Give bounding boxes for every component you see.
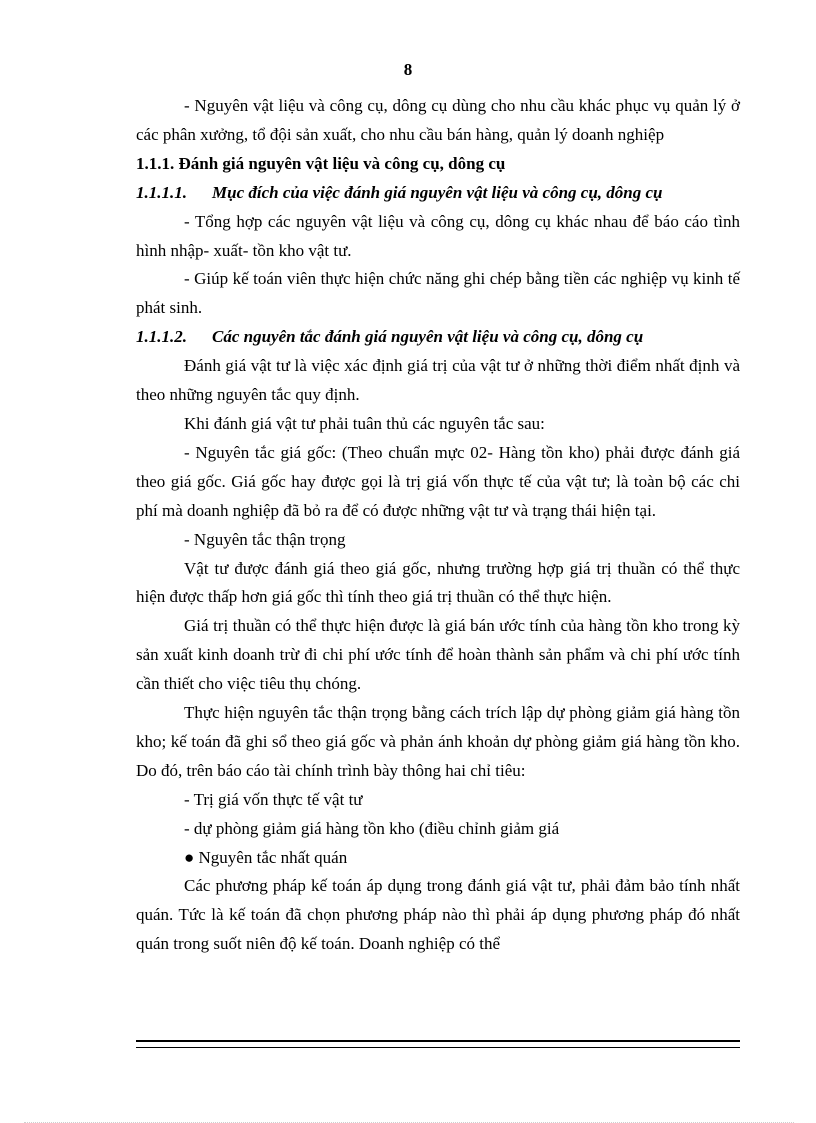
- paragraph-historical-cost: - Nguyên tắc giá gốc: (Theo chuẩn mực 02- Hàng tồn kho) phải được đánh giá theo giá gốc. Giá gốc hay được gọi là trị giá vốn thực tế của vật tư; là toàn bộ các chi phí mà doanh nghiệp đã bỏ ra để có được những vật tư và trạng thái hiện tại.: [136, 442, 740, 520]
- paragraph-net-realizable: Vật tư được đánh giá theo giá gốc, nhưng trường hợp giá trị thuần có thể thực hiện được thấp hơn giá gốc thì tính theo giá trị thuần có thể thực hiện.: [136, 558, 740, 607]
- paragraph-net-realizable-definition: Giá trị thuần có thể thực hiện được là giá bán ước tính của hàng tồn kho trong kỳ sản xuất kinh doanh trừ đi chi phí ước tính để hoàn thành sản phẩm và chi phí ước tính cần thiết cho việc tiêu thụ chóng.: [136, 616, 740, 694]
- footer-double-rule: [136, 1040, 740, 1048]
- paragraph-prudence-title: - Nguyên tắc thận trọng: [184, 529, 346, 549]
- heading-text: Các nguyên tắc đánh giá nguyên vật liệu và công cụ, dông cụ: [212, 327, 644, 347]
- heading-text: Mục đích của việc đánh giá nguyên vật liệu và công cụ, dông cụ: [212, 182, 663, 202]
- paragraph-consistency: Các phương pháp kế toán áp dụng trong đánh giá vật tư, phải đảm bảo tính nhất quán. Tức là kế toán đã chọn phương pháp nào thì phải áp dụng phương pháp đó nhất quán trong suốt niên độ kế toán. Doanh nghiệp có thể: [136, 876, 740, 954]
- paragraph-other-needs: - Nguyên vật liệu và công cụ, dông cụ dùng cho nhu cầu khác phục vụ quản lý ở các phân xưởng, tổ đội sản xuất, cho nhu cầu bán hàng, quản lý doanh nghiệp: [136, 96, 740, 144]
- page-number: 8: [403, 60, 413, 79]
- paragraph-accountant: - Giúp kế toán viên thực hiện chức năng ghi chép bằng tiền các nghiệp vụ kinh tế phát sinh.: [136, 269, 740, 318]
- paragraph-principles-intro: Khi đánh giá vật tư phải tuân thủ các nguyên tắc sau:: [184, 413, 545, 433]
- bullet-consistency: ● Nguyên tắc nhất quán: [184, 847, 348, 867]
- heading-1-1-1: 1.1.1. Đánh giá nguyên vật liệu và công cụ, dông cụ: [136, 153, 506, 173]
- paragraph-valuation-definition: Đánh giá vật tư là việc xác định giá trị của vật tư ở những thời điểm nhất định và theo những nguyên tắc quy định.: [136, 356, 740, 405]
- document-body: [136, 92, 740, 959]
- heading-number: 1.1.1.2.: [136, 327, 187, 347]
- paragraph-provision: Thực hiện nguyên tắc thận trọng bằng cách trích lập dự phòng giảm giá hàng tồn kho; kế toán đã ghi sổ theo giá gốc và phản ánh khoản dự phòng giảm giá hàng tồn kho. Do đó, trên báo cáo tài chính trình bày thông hai chỉ tiêu:: [136, 703, 740, 780]
- heading-1-1-1-1: [136, 179, 740, 208]
- heading-number: 1.1.1.1.: [136, 182, 187, 202]
- paragraph-summary: - Tổng hợp các nguyên vật liệu và công cụ, dông cụ khác nhau để báo cáo tình hình nhập- xuất- tồn kho vật tư.: [136, 211, 740, 260]
- paragraph-cost-item: - Trị giá vốn thực tế vật tư: [184, 789, 363, 809]
- heading-1-1-1-2: [136, 323, 740, 352]
- paragraph-provision-item: - dự phòng giảm giá hàng tồn kho (điều chỉnh giảm giá: [184, 818, 560, 838]
